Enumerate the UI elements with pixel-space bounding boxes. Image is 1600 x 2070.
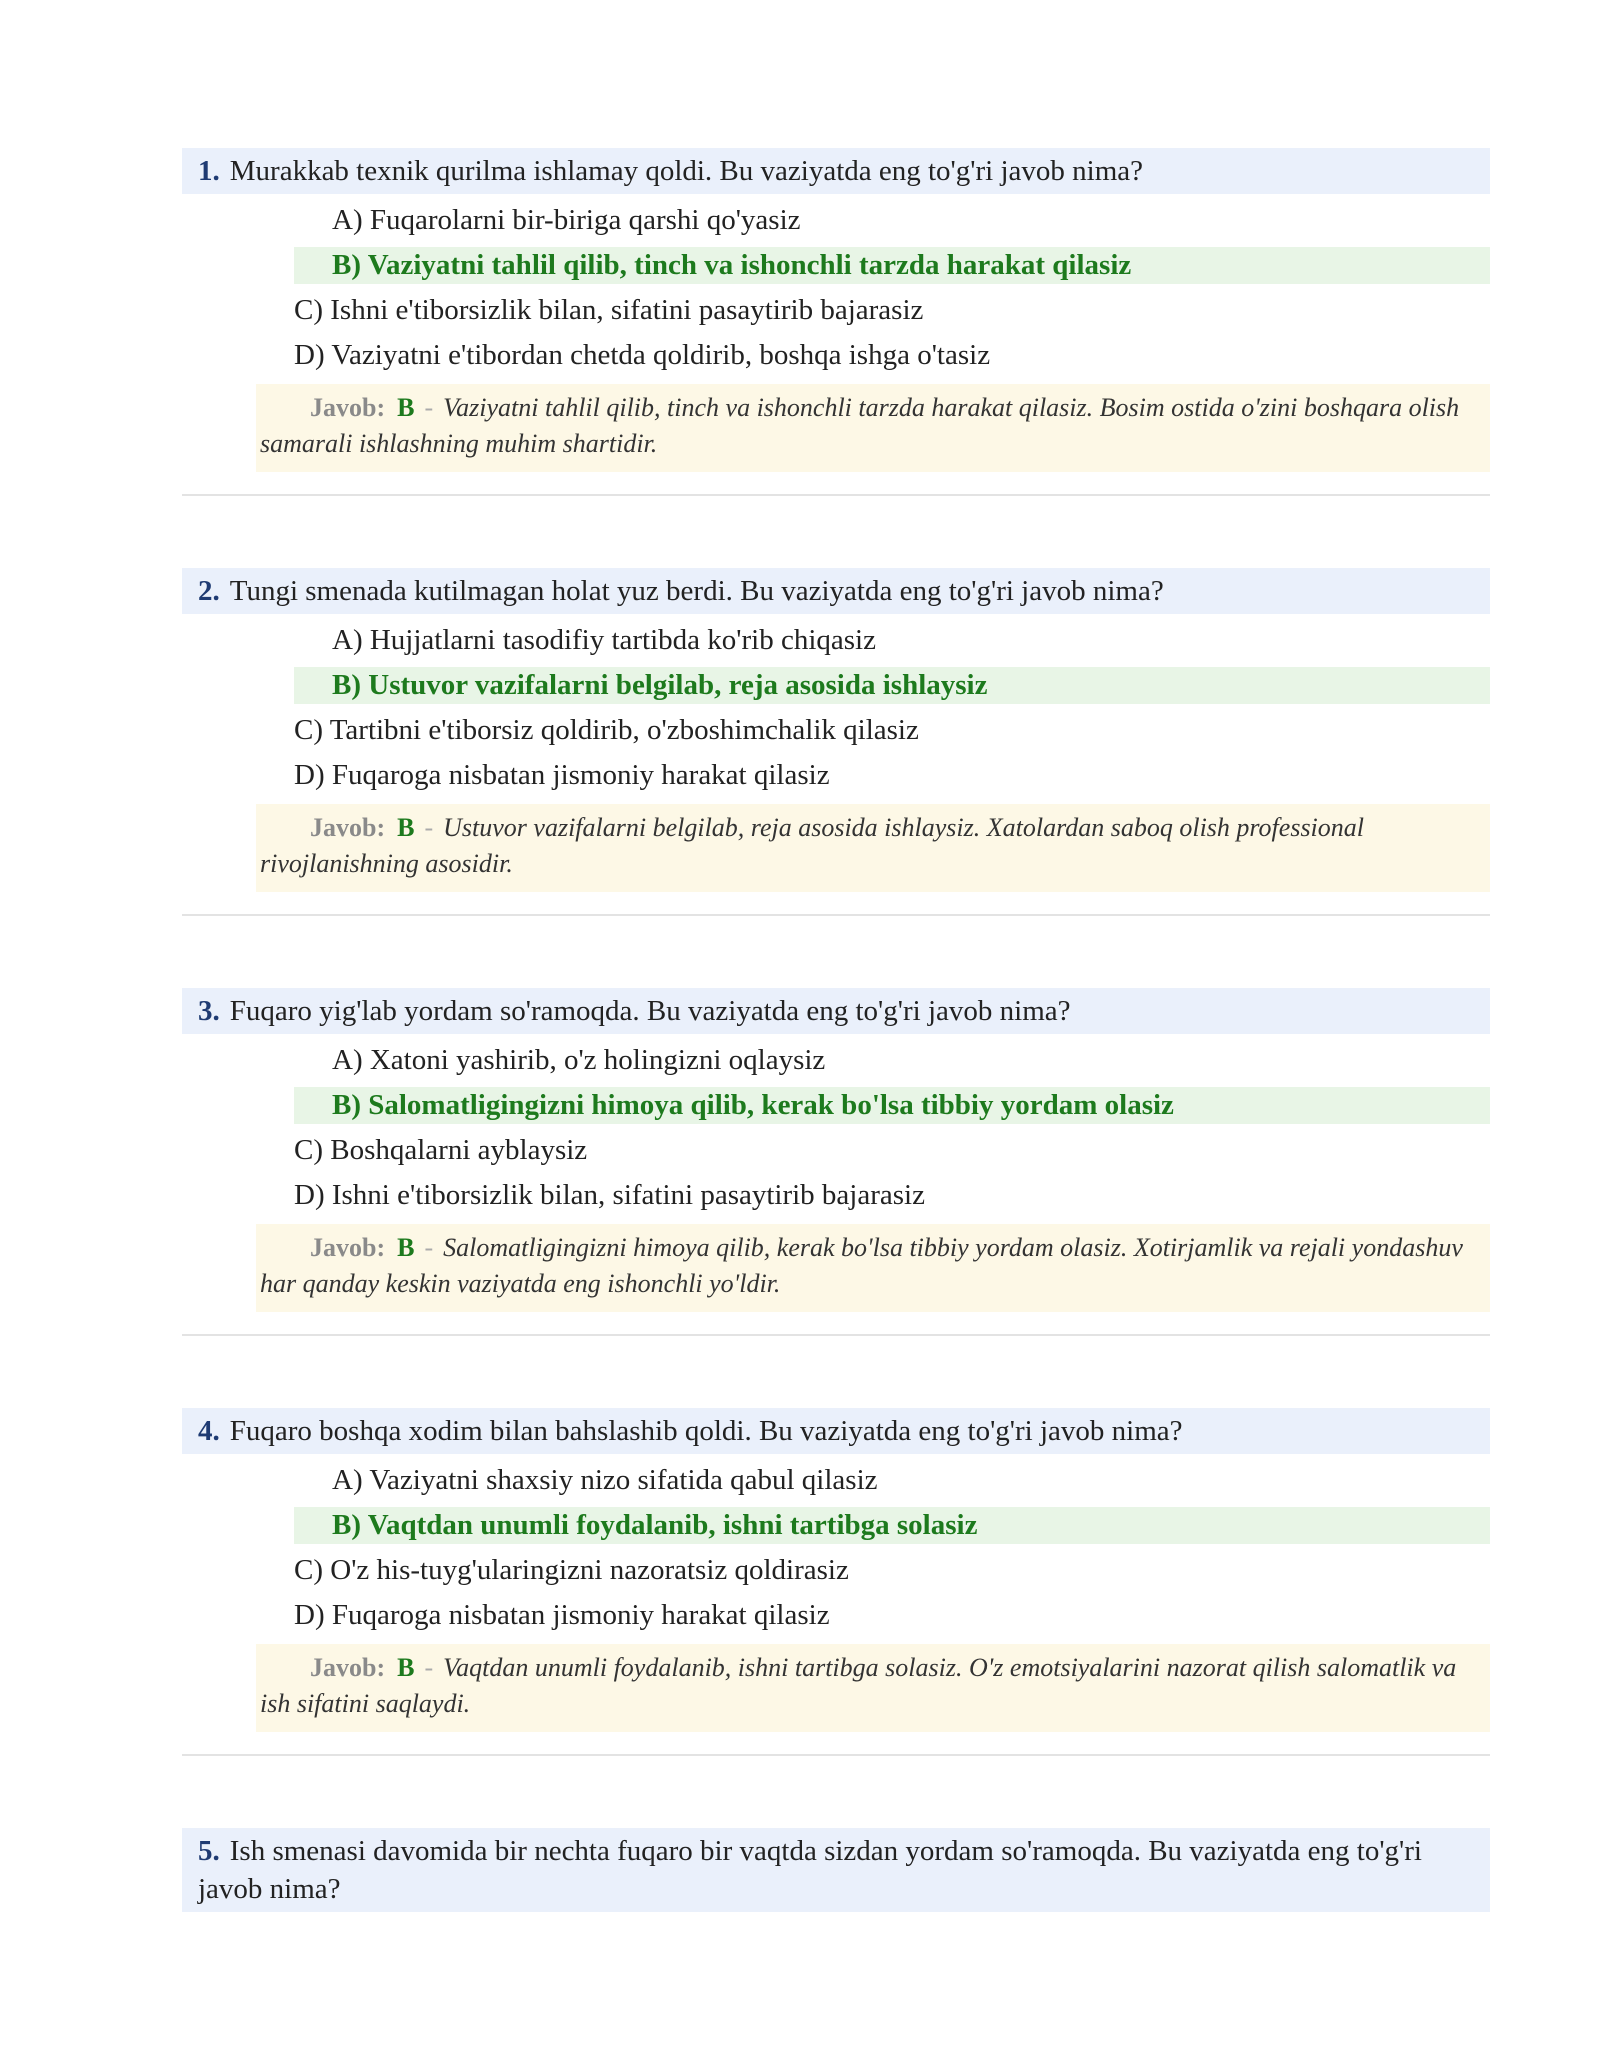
question-number: 5.	[198, 1835, 220, 1867]
option-c: C) Tartibni e'tiborsiz qoldirib, o'zboshimchalik qilasiz	[294, 714, 919, 746]
answer-label: Javob:	[310, 1653, 386, 1682]
option-c: C) Ishni e'tiborsizlik bilan, sifatini pasaytirib bajarasiz	[294, 294, 924, 326]
question-heading	[182, 988, 1490, 1034]
answer-letter: B	[397, 1233, 415, 1262]
answer-text: Salomatligingizni himoya qilib, kerak bo'lsa tibbiy yordam olasiz. Xotirjamlik va rejali yondashuv har qanday keskin vaziyatda eng ishonchli yo'ldir.	[260, 1233, 1463, 1298]
answer-label: Javob:	[310, 813, 386, 842]
option-a: A) Fuqarolarni bir-biriga qarshi qo'yasiz	[332, 204, 801, 236]
option-b-correct: B) Salomatligingizni himoya qilib, kerak bo'lsa tibbiy yordam olasiz	[294, 1087, 1490, 1124]
answer-dash: -	[424, 813, 434, 842]
answer-explanation	[256, 1644, 1490, 1732]
answer-explanation	[256, 384, 1490, 472]
question-text: Ish smenasi davomida bir nechta fuqaro bir vaqtda sizdan yordam so'ramoqda. Bu vaziyatda eng to'g'ri javob nima?	[198, 1835, 1422, 1905]
question-text: Fuqaro yig'lab yordam so'ramoqda. Bu vaziyatda eng to'g'ri javob nima?	[229, 995, 1071, 1027]
option-c: C) Boshqalarni ayblaysiz	[294, 1134, 588, 1166]
answer-label: Javob:	[310, 393, 386, 422]
answer-text: Vaziyatni tahlil qilib, tinch va ishonchli tarzda harakat qilasiz. Bosim ostida o'zini boshqara olish samarali ishlashning muhim shartidir.	[260, 393, 1460, 458]
question-heading	[182, 1408, 1490, 1454]
question-heading	[182, 148, 1490, 194]
option-b-correct: B) Vaqtdan unumli foydalanib, ishni tartibga solasiz	[294, 1507, 1490, 1544]
option-d: D) Fuqaroga nisbatan jismoniy harakat qilasiz	[294, 759, 830, 791]
option-d: D) Fuqaroga nisbatan jismoniy harakat qilasiz	[294, 1599, 830, 1631]
answer-text: Vaqtdan unumli foydalanib, ishni tartibga solasiz. O'z emotsiyalarini nazorat qilish salomatlik va ish sifatini saqlaydi.	[260, 1653, 1457, 1718]
question-block-1	[182, 148, 1490, 472]
question-text: Tungi smenada kutilmagan holat yuz berdi. Bu vaziyatda eng to'g'ri javob nima?	[229, 575, 1164, 607]
answer-text: Ustuvor vazifalarni belgilab, reja asosida ishlaysiz. Xatolardan saboq olish professional rivojlanishning asosidir.	[260, 813, 1365, 878]
question-block-2	[182, 568, 1490, 892]
question-block-4	[182, 1408, 1490, 1732]
answer-dash: -	[424, 1653, 434, 1682]
question-block-5	[182, 1828, 1490, 1912]
answer-letter: B	[397, 393, 415, 422]
answer-letter: B	[397, 813, 415, 842]
answer-explanation	[256, 1224, 1490, 1312]
divider	[182, 1334, 1490, 1336]
question-number: 3.	[198, 995, 220, 1027]
option-b-correct: B) Vaziyatni tahlil qilib, tinch va ishonchli tarzda harakat qilasiz	[294, 247, 1490, 284]
question-heading	[182, 1828, 1490, 1912]
answer-letter: B	[397, 1653, 415, 1682]
question-number: 2.	[198, 575, 220, 607]
option-a: A) Vaziyatni shaxsiy nizo sifatida qabul qilasiz	[332, 1464, 878, 1496]
answer-dash: -	[424, 1233, 434, 1262]
option-c: C) O'z his-tuyg'ularingizni nazoratsiz qoldirasiz	[294, 1554, 849, 1586]
answer-explanation	[256, 804, 1490, 892]
option-d: D) Ishni e'tiborsizlik bilan, sifatini pasaytirib bajarasiz	[294, 1179, 925, 1211]
option-d: D) Vaziyatni e'tibordan chetda qoldirib, boshqa ishga o'tasiz	[294, 339, 991, 371]
divider	[182, 494, 1490, 496]
divider	[182, 914, 1490, 916]
question-number: 1.	[198, 155, 220, 187]
question-block-3	[182, 988, 1490, 1312]
question-text: Fuqaro boshqa xodim bilan bahslashib qoldi. Bu vaziyatda eng to'g'ri javob nima?	[229, 1415, 1183, 1447]
answer-dash: -	[424, 393, 434, 422]
question-text: Murakkab texnik qurilma ishlamay qoldi. Bu vaziyatda eng to'g'ri javob nima?	[229, 155, 1144, 187]
option-a: A) Xatoni yashirib, o'z holingizni oqlaysiz	[332, 1044, 826, 1076]
option-a: A) Hujjatlarni tasodifiy tartibda ko'rib chiqasiz	[332, 624, 876, 656]
divider	[182, 1754, 1490, 1756]
question-number: 4.	[198, 1415, 220, 1447]
question-heading	[182, 568, 1490, 614]
answer-label: Javob:	[310, 1233, 386, 1262]
option-b-correct: B) Ustuvor vazifalarni belgilab, reja asosida ishlaysiz	[294, 667, 1490, 704]
